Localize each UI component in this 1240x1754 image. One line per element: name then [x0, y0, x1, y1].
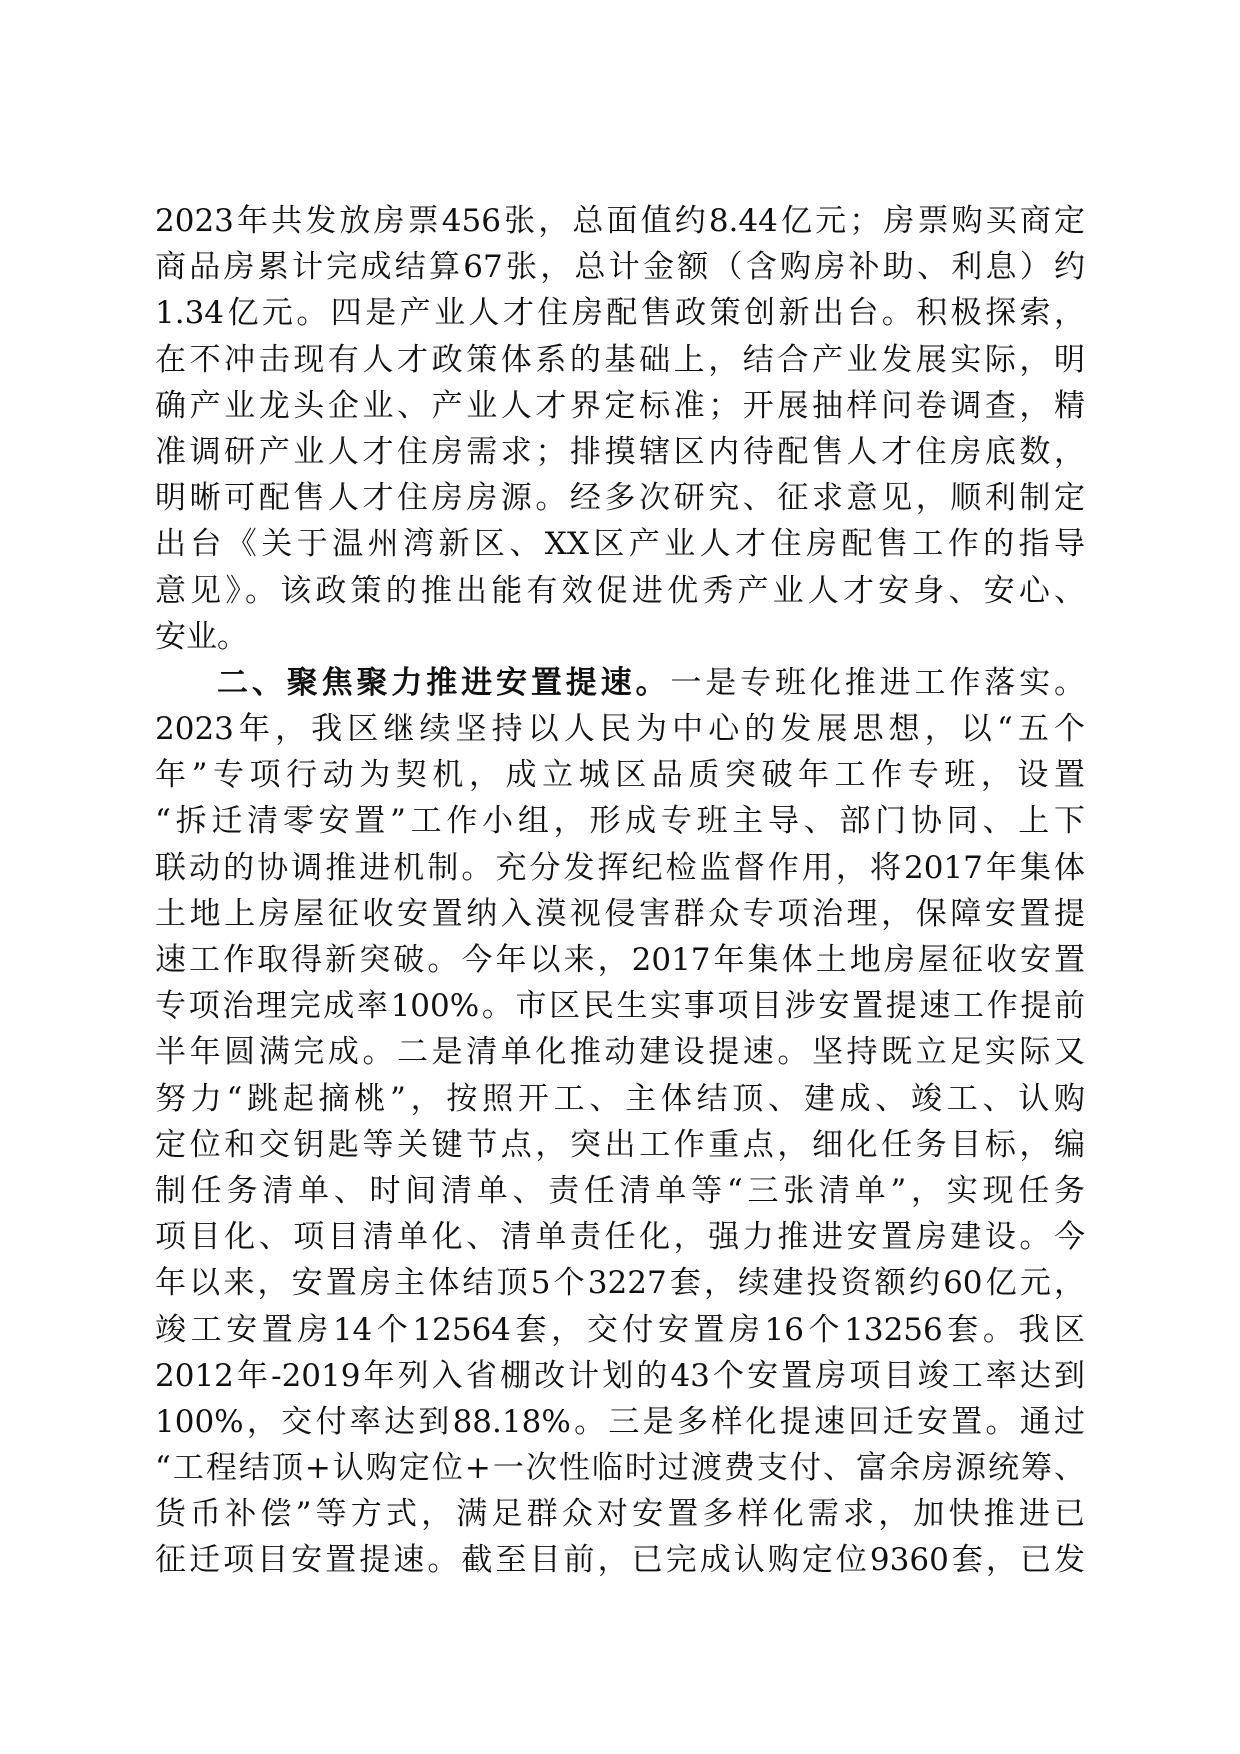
paragraph-line: 在不冲击现有人才政策体系的基础上，结合产业发展实际，明 — [155, 341, 1085, 378]
section-heading-rest: 一是专班化推进工作落实。 — [670, 664, 1085, 701]
paragraph-line: 速工作取得新突破。今年以来，2017年集体土地房屋征收安置 — [155, 942, 1085, 978]
paragraph-line: 明晰可配售人才住房房源。经多次研究、征求意见，顺利制定 — [155, 480, 1085, 517]
paragraph-line: 2023年共发放房票456张，总面值约8.44亿元；房票购买商定 — [155, 203, 1085, 239]
section-heading-line — [155, 660, 1085, 706]
paragraph-line: 努力“跳起摘桃”，按照开工、主体结顶、建成、竣工、认购 — [155, 1080, 1085, 1117]
paragraph-line: 安业。 — [155, 618, 248, 655]
paragraph-line: 确产业龙头企业、产业人才界定标准；开展抽样问卷调查，精 — [155, 387, 1085, 424]
paragraph-line: 商品房累计完成结算67张，总计金额（含购房补助、利息）约 — [155, 249, 1085, 286]
paragraph-line: 出台《关于温州湾新区、XX区产业人才住房配售工作的指导 — [155, 526, 1085, 563]
paragraph-line: 货币补偿”等方式，满足群众对安置多样化需求，加快推进已 — [155, 1496, 1085, 1533]
paragraph-line: “工程结顶+认购定位+一次性临时过渡费支付、富余房源统筹、 — [155, 1450, 1085, 1487]
paragraph-line: 半年圆满完成。二是清单化推动建设提速。坚持既立足实际又 — [155, 1034, 1085, 1071]
paragraph-line: 定位和交钥匙等关键节点，突出工作重点，细化任务目标，编 — [155, 1126, 1085, 1163]
paragraph-line: 竣工安置房14个12564套，交付安置房16个13256套。我区 — [155, 1311, 1085, 1348]
paragraph-line: 专项治理完成率100%。市区民生实事项目涉安置提速工作提前 — [155, 988, 1085, 1025]
paragraph-line: 2012年-2019年列入省棚改计划的43个安置房项目竣工率达到 — [155, 1357, 1085, 1394]
paragraph-line: 制任务清单、时间清单、责任清单等“三张清单”，实现任务 — [155, 1172, 1085, 1209]
paragraph-line: 征迁项目安置提速。截至目前，已完成认购定位9360套，已发 — [155, 1542, 1085, 1579]
paragraph-line: 100%，交付率达到88.18%。三是多样化提速回迁安置。通过 — [155, 1403, 1085, 1440]
paragraph-line: 准调研产业人才住房需求；排摸辖区内待配售人才住房底数， — [155, 433, 1085, 470]
paragraph-line: 1.34亿元。四是产业人才住房配售政策创新出台。积极探索， — [155, 295, 1085, 332]
paragraph-line: 年”专项行动为契机，成立城区品质突破年工作专班，设置 — [155, 757, 1085, 794]
paragraph-line: 项目化、项目清单化、清单责任化，强力推进安置房建设。今 — [155, 1219, 1085, 1256]
body-text — [155, 198, 1085, 1584]
paragraph-line: 土地上房屋征收安置纳入漠视侵害群众专项治理，保障安置提 — [155, 895, 1085, 932]
paragraph-line: 联动的协调推进机制。充分发挥纪检监督作用，将2017年集体 — [155, 849, 1085, 886]
paragraph-line: 年以来，安置房主体结顶5个3227套，续建投资额约60亿元， — [155, 1265, 1085, 1302]
paragraph-line: 2023年，我区继续坚持以人民为中心的发展思想，以“五个 — [155, 711, 1085, 748]
paragraph-line: 意见》。该政策的推出能有效促进优秀产业人才安身、安心、 — [155, 572, 1085, 609]
section-heading: 二、聚焦聚力推进安置提速。 — [217, 664, 671, 701]
paragraph-line: “拆迁清零安置”工作小组，形成专班主导、部门协同、上下 — [155, 803, 1085, 840]
